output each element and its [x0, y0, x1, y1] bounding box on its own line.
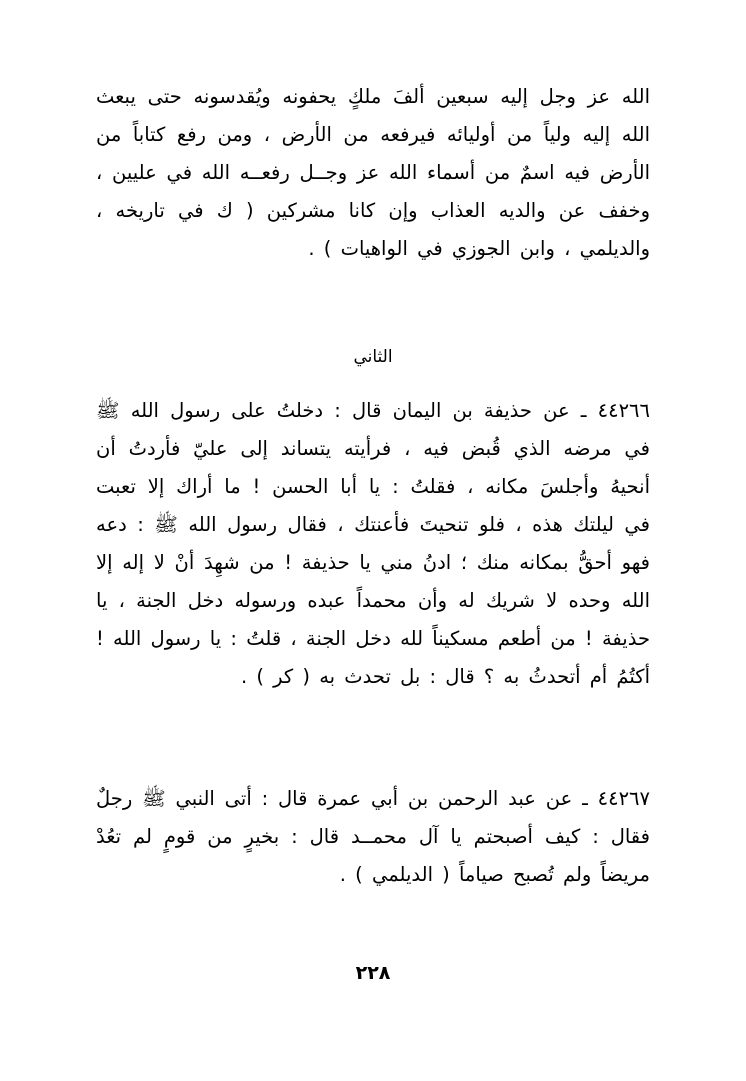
paragraph-block-3	[96, 780, 650, 900]
paragraph-block-2	[96, 392, 650, 702]
body-paragraph: الله عز وجل إليه سبعين ألفَ ملكٍ يحفونه ويُقدسونه حتى يبعث الله إليه ولياً من أوليائه فيرفعه من الأرض ، ومن رفع كتاباً من الأرض فيه اسمٌ من أسماء الله عز وجــل رفعــه الله في عليين ، وخفف عن والديه العذاب وإن كانا مشركين ( ك في تاريخه ، والديلمي ، وابن الجوزي في الواهيات ) .	[96, 85, 650, 260]
page-number: ٢٢٨	[355, 962, 391, 984]
section-heading-block	[96, 330, 650, 382]
paragraph-block-1	[96, 78, 650, 274]
hadith-entry-44266: ٤٤٢٦٦ ـ عن حذيفة بن اليمان قال : دخلتُ على رسول الله ﷺ في مرضه الذي قُبض فيه ، فرأيته يتساند إلى عليّ فأردتُ أن أنحيهُ وأجلسَ مكانه ، فقلتُ : يا أبا الحسن ! ما أراك إلا تعبت في ليلتك هذه ، فلو تنحيتَ فأعنتك ، فقال رسول الله ﷺ : دعه فهو أحقُّ بمكانه منك ؛ ادنُ مني يا حذيفة ! من شهِدَ أنْ لا إله إلا الله وحده لا شريك له وأن محمداً عبده ورسوله دخل الجنة ، يا حذيفة ! من أطعم مسكيناً لله دخل الجنة ، قلتُ : يا رسول الله ! أكتُمُ أم أتحدثُ به ؟ قال : بل تحدث به ( كر ) .	[96, 399, 650, 688]
section-title: الثاني	[353, 347, 393, 367]
hadith-entry-44267: ٤٤٢٦٧ ـ عن عبد الرحمن بن أبي عمرة قال : أتى النبي ﷺ رجلٌ فقال : كيف أصبحتم يا آل محمــد قال : بخيرٍ من قومٍ لم تعُدْ مريضاً ولم تُصبح صياماً ( الديلمي ) .	[96, 787, 650, 886]
